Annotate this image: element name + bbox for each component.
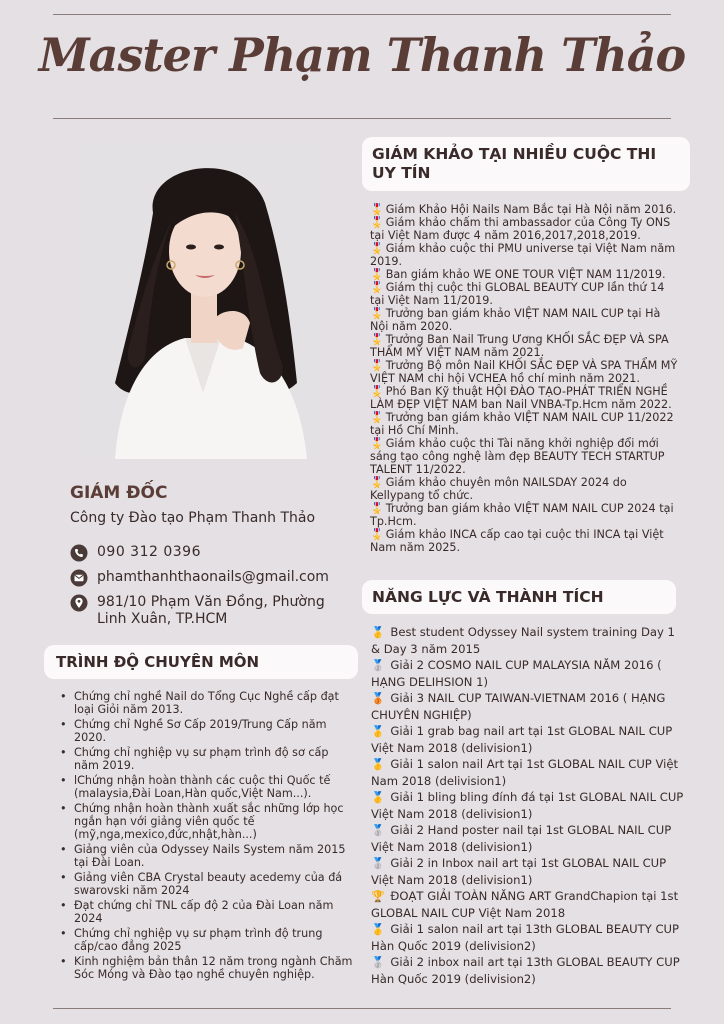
- medal-icon: 🎖️: [370, 203, 384, 216]
- list-item: • Chứng chỉ Nghề Sơ Cấp 2019/Trung Cấp năm 2020.: [56, 718, 356, 744]
- list-item: • Chứng chỉ nghiệp vụ sư phạm trình độ trung cấp/cao đẳng 2025: [56, 927, 356, 953]
- list-item-text: Giải 1 bling bling đính đá tại 1st GLOBAL NAIL CUP Việt Nam 2018 (delivision1): [371, 790, 684, 821]
- medal-icon: 🎖️: [370, 333, 384, 346]
- phone-contact[interactable]: [70, 544, 201, 562]
- list-item-text: Giải 2 inbox nail art tại 13th GLOBAL BEAUTY CUP Hàn Quốc 2019 (delivision2): [371, 955, 680, 986]
- list-item-text: Giám khảo chuyên môn NAILSDAY 2024 do Kellypang tổ chức.: [370, 476, 627, 502]
- list-item-text: Trưởng ban giám khảo VIỆT NAM NAIL CUP tại Hà Nội năm 2020.: [370, 307, 661, 333]
- qualifications-heading-text: TRÌNH ĐỘ CHUYÊN MÔN: [56, 653, 260, 671]
- bronze-medal-icon: 🥉: [371, 692, 385, 705]
- portrait-illustration: [75, 143, 333, 459]
- list-item-text: Giải 1 salon nail art tại 13th GLOBAL BEAUTY CUP Hàn Quốc 2019 (delivision2): [371, 922, 680, 953]
- list-item: [370, 307, 680, 333]
- list-item-text: Giải 1 salon nail Art tại 1st GLOBAL NAIL CUP Việt Nam 2018 (delivision1): [371, 757, 679, 788]
- achievements-list: [371, 624, 686, 987]
- list-item-text: Trưởng Ban Nail Trung Ương KHỐI SẮC ĐẸP VÀ SPA THẨM MỸ VIỆT NAM năm 2021.: [370, 333, 669, 359]
- silver-medal-icon: 🥈: [371, 956, 385, 969]
- list-item-text: Giám khảo cuộc thi PMU universe tại Việt Nam năm 2019.: [370, 242, 676, 268]
- list-item-text: Giám Khảo Hội Nails Nam Bắc tại Hà Nội năm 2016.: [385, 203, 677, 216]
- list-item: [370, 528, 680, 554]
- judge-heading-line-2: UY TÍN: [372, 164, 431, 182]
- bottom-rule: [53, 1008, 671, 1009]
- list-item: [370, 476, 680, 502]
- list-item-text: Giải 2 COSMO NAIL CUP MALAYSIA NĂM 2016 ( HẠNG DELIHSION 1): [371, 658, 662, 689]
- qualifications-list: [56, 690, 356, 983]
- list-item: [371, 789, 686, 822]
- judge-list: [370, 203, 680, 554]
- trophy-icon: 🏆: [371, 890, 385, 903]
- list-item: • Đạt chứng chỉ TNL cấp độ 2 của Đài Loan năm 2024: [56, 899, 356, 925]
- medal-icon: 🎖️: [370, 359, 384, 372]
- list-item-text: ĐOẠT GIẢI TOÀN NĂNG ART GrandChapion tại 1st GLOBAL NAIL CUP Việt Nam 2018: [371, 889, 679, 920]
- email-address: phamthanhthaonails@gmail.com: [97, 569, 329, 585]
- top-rule: [53, 14, 671, 15]
- gold-medal-icon: 🥇: [371, 923, 385, 936]
- judge-heading-line-1: GIÁM KHẢO TẠI NHIỀU CUỘC THI: [372, 145, 657, 163]
- gold-medal-icon: 🥇: [371, 791, 385, 804]
- job-title: GIÁM ĐỐC: [70, 483, 168, 503]
- list-item-text: Giải 2 in Inbox nail art tại 1st GLOBAL NAIL CUP Việt Nam 2018 (delivision1): [371, 856, 667, 887]
- list-item: • Chứng chỉ nghiệp vụ sư phạm trình độ sơ cấp năm 2019.: [56, 746, 356, 772]
- list-item: • Giảng viên CBA Crystal beauty acedemy của đá swarovski năm 2024: [56, 871, 356, 897]
- list-item: [371, 723, 686, 756]
- list-item: [371, 921, 686, 954]
- title-rule: [53, 118, 671, 119]
- list-item-text: Ban giám khảo WE ONE TOUR VIỆT NAM 11/2019.: [385, 268, 666, 281]
- medal-icon: 🎖️: [370, 281, 384, 294]
- location-pin-icon: [70, 594, 88, 612]
- list-item-text: Trưởng ban giám khảo VIỆT NAM NAIL CUP 2024 tại Tp.Hcm.: [370, 502, 674, 528]
- page-title: Master Phạm Thanh Thảo: [38, 28, 686, 82]
- medal-icon: 🎖️: [370, 411, 384, 424]
- phone-icon: [70, 544, 88, 562]
- silver-medal-icon: 🥈: [371, 857, 385, 870]
- list-item: [371, 954, 686, 987]
- list-item-text: Giải 3 NAIL CUP TAIWAN-VIETNAM 2016 ( HẠNG CHUYÊN NGHIỆP): [371, 691, 666, 722]
- list-item: [371, 888, 686, 921]
- list-item: • Chứng nhận hoàn thành xuất sắc những lớp học ngắn hạn với giảng viên quốc tế (mỹ,nga,mexico,đức,nhật,hàn...): [56, 802, 356, 841]
- medal-icon: 🎖️: [370, 385, 384, 398]
- list-item-text: Giải 2 Hand poster nail tại 1st GLOBAL NAIL CUP Việt Nam 2018 (delivision1): [371, 823, 672, 854]
- list-item: [371, 822, 686, 855]
- medal-icon: 🎖️: [370, 216, 384, 229]
- medal-icon: 🎖️: [370, 242, 384, 255]
- address-line-2: Linh Xuân, TP.HCM: [97, 611, 228, 627]
- qualifications-heading: [44, 645, 358, 679]
- list-item: • Kinh nghiệm bản thân 12 năm trong ngành Chăm Sóc Móng và Đào tạo nghề chuyên nghiệp.: [56, 955, 356, 981]
- list-item: [370, 385, 680, 411]
- list-item-text: Phó Ban Kỹ thuật HỘI ĐÀO TẠO-PHÁT TRIỂN NGHỀ LÀM ĐẸP VIỆT NAM ban Nail VNBA-Tp.Hcm năm 2022.: [370, 385, 672, 411]
- gold-medal-icon: 🥇: [371, 626, 385, 639]
- medal-icon: 🎖️: [370, 502, 384, 515]
- list-item: [371, 690, 686, 723]
- list-item: [371, 756, 686, 789]
- list-item: • Giảng viên của Odyssey Nails System năm 2015 tại Đài Loan.: [56, 843, 356, 869]
- list-item-text: Trưởng ban giám khảo VIỆT NAM NAIL CUP 11/2022 tại Hồ Chí Minh.: [370, 411, 674, 437]
- list-item-text: Giám khảo chấm thi ambassador của Công Ty ONS tại Việt Nam được 4 năm 2016,2017,2018,2019.: [370, 216, 671, 242]
- medal-icon: 🎖️: [370, 528, 384, 541]
- achievements-heading-text: NĂNG LỰC VÀ THÀNH TÍCH: [372, 588, 604, 606]
- email-contact[interactable]: [70, 569, 329, 587]
- phone-number: 090 312 0396: [97, 544, 201, 560]
- address-contact: [70, 594, 325, 628]
- list-item: [370, 411, 680, 437]
- list-item: [371, 855, 686, 888]
- medal-icon: 🎖️: [370, 268, 384, 281]
- company-name: Công ty Đào tạo Phạm Thanh Thảo: [70, 510, 316, 526]
- medal-icon: 🎖️: [370, 476, 384, 489]
- list-item-text: Giám khảo INCA cấp cao tại cuộc thi INCA tại Việt Nam năm 2025.: [370, 528, 664, 554]
- silver-medal-icon: 🥈: [371, 824, 385, 837]
- achievements-heading: [362, 580, 676, 614]
- medal-icon: 🎖️: [370, 307, 384, 320]
- list-item-text: Giám khảo cuộc thi Tài năng khởi nghiệp đổi mới sáng tạo công nghệ làm đẹp BEAUTY TECH STARTUP TALENT 11/2022.: [370, 437, 665, 476]
- list-item: [370, 281, 680, 307]
- list-item-text: Giám thị cuộc thi GLOBAL BEAUTY CUP lần thứ 14 tại Việt Nam 11/2019.: [370, 281, 665, 307]
- list-item-text: Best student Odyssey Nail system training Day 1 & Day 3 năm 2015: [371, 625, 675, 656]
- list-item: • lChứng nhận hoàn thành các cuộc thi Quốc tế (malaysia,Đài Loan,Hàn quốc,Việt Nam...).: [56, 774, 356, 800]
- list-item: [370, 216, 680, 242]
- list-item: • Chứng chỉ nghề Nail do Tổng Cục Nghề cấp đạt loại Giỏi năm 2013.: [56, 690, 356, 716]
- list-item: [370, 268, 680, 281]
- list-item: [371, 624, 686, 657]
- list-item: [370, 242, 680, 268]
- judge-heading: [362, 137, 690, 191]
- gold-medal-icon: 🥇: [371, 758, 385, 771]
- medal-icon: 🎖️: [370, 437, 384, 450]
- email-icon: [70, 569, 88, 587]
- portrait-photo: [75, 143, 333, 459]
- list-item: [370, 437, 680, 476]
- silver-medal-icon: 🥈: [371, 659, 385, 672]
- list-item: [370, 203, 680, 216]
- list-item: [370, 333, 680, 359]
- address-line-1: 981/10 Phạm Văn Đồng, Phường: [97, 594, 325, 610]
- list-item: [370, 502, 680, 528]
- list-item-text: Giải 1 grab bag nail art tại 1st GLOBAL NAIL CUP Việt Nam 2018 (delivision1): [371, 724, 673, 755]
- list-item-text: Trưởng Bộ môn Nail KHỐI SẮC ĐẸP VÀ SPA THẨM MỸ VIỆT NAM chi hội VCHEA hồ chí minh năm 2021.: [370, 359, 678, 385]
- list-item: [371, 657, 686, 690]
- gold-medal-icon: 🥇: [371, 725, 385, 738]
- list-item: [370, 359, 680, 385]
